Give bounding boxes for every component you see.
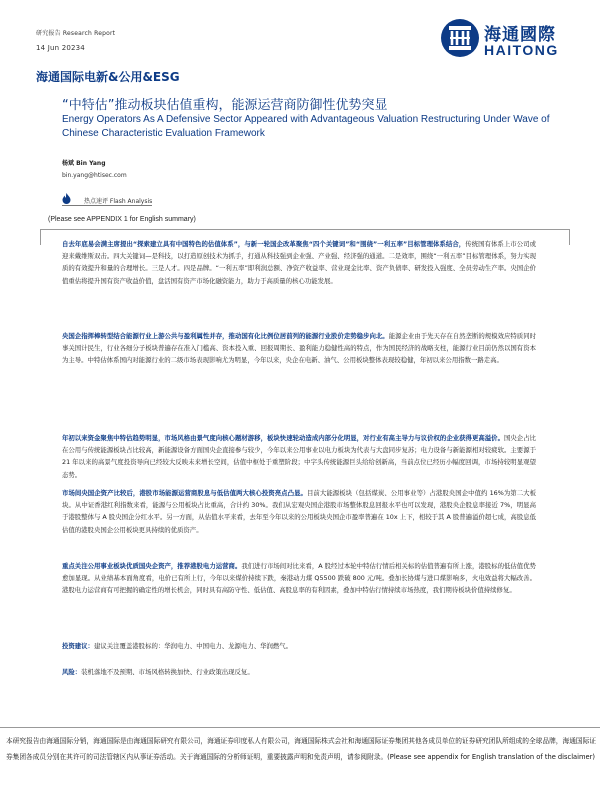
paragraph-body: 传统国有体系上市公司或迎来戴维斯双击。四大关键词—是科技，以打造原创技术为抓手，打通从科技强到企业强、产业强、经济强的通道。二是效率，围绕“一利五率”目标管理体系，努力实现质的有效提升和量的合理增长。三是人才。四是品牌。“一利五率”即利润总额、净资产收益率、营业现金比率、资产负债率、研发投入强度、全员劳动生产率。央国企价值重估将提升国有资产收益价值，盘活国有资产市场化融资能力，助力于高质量的核心功能发展。 bbox=[62, 240, 537, 285]
paragraph-5 bbox=[62, 560, 536, 597]
appendix-note: (Please see APPENDIX 1 for English summary) bbox=[48, 216, 196, 223]
paragraph-lead: 投资建议： bbox=[62, 642, 94, 650]
logo-name-cn: 海通國際 bbox=[484, 25, 556, 45]
paragraph-1 bbox=[62, 238, 536, 287]
paragraph-4 bbox=[62, 487, 536, 536]
report-type: 研究报告 Research Report bbox=[36, 30, 116, 37]
investment-advice bbox=[62, 640, 536, 652]
section-title: 海通国际电新&公用&ESG bbox=[36, 70, 180, 84]
paragraph-body: 装机落地不及预期、市场风格转换加快、行业政策出现反复。 bbox=[81, 668, 254, 676]
risk-note bbox=[62, 666, 536, 678]
report-date: 14 Jun 20234 bbox=[36, 44, 85, 52]
paragraph-body: 国央企占比在公用与传统能源板块占比较高，新能源设备方面国央企直接参与较少，今年以来公用事业以电力板块为代表与大盘同步复苏；电力设备与新能源相对较疲软。主要源于 21 年以来的高景气度投资导向已经较大反映未来增长空间，估值中枢处于重塑阶段；中字头传统能源巨头给给创新高，当前点位已经历小幅度回调，市场持较明显观望态势。 bbox=[62, 434, 536, 479]
paragraph-body: 建议关注覆盖港股标的：华润电力、中国电力、龙源电力、华润燃气。 bbox=[93, 642, 293, 650]
flash-analysis-label: 热点速评 Flash Analysis bbox=[84, 198, 153, 205]
paragraph-lead: 年初以来资金聚焦中特估趋势明显，市场风格由景气度向核心题材游移，板块快速轮动造成内部分化明显，对行业有高主导力与议价权的企业获得更高溢价。 bbox=[62, 434, 504, 442]
flame-icon bbox=[62, 193, 71, 204]
author-email[interactable]: bin.yang@htisec.com bbox=[62, 172, 127, 179]
footer-disclaimer: 本研究报告由海通国际分销，海通国际是由海通国际研究有限公司，海通证券印度私人有限公司，海通国际株式会社和海通国际证券集团其他各成员单位的证券研究团队所组成的全球品牌，海通国际证券集团各成员分别在其许可的司法管辖区内从事证券活动。关于海通国际的分析师证明，重要披露声明和免责声明，请参阅附录。(Please see appendix for English translation of the disclaimer) bbox=[6, 737, 596, 761]
paragraph-lead: 自去年底易会满主席提出“探索建立具有中国特色的估值体系”，与新一轮国企改革聚焦“四个关键词”和“围绕”一利五率”目标管理体系结合， bbox=[62, 240, 466, 248]
logo-name-en: HAITONG bbox=[484, 42, 559, 58]
haitong-logo-icon bbox=[440, 18, 480, 58]
paragraph-lead: 风险： bbox=[62, 668, 82, 676]
paragraph-body: 能源企业由于先天存在自然垄断的规模效应特质同时事关国计民生，行业各细分子板块普遍存在准入门槛高、资本投入重、回报周期长、盈利能力稳健性高的特点，作为国民经济的战略支柱，能源行业目前仍然以国有资本为主导。中特估体系国内对能源行业的二级市场表现影响尤为明显，今年以来，央企在电新、油气、公用板块整体表现较稳健，年初以来公用指数一路走高。 bbox=[62, 332, 537, 365]
haitong-logo bbox=[440, 16, 580, 62]
paragraph-3 bbox=[62, 432, 536, 481]
paragraph-body: 我们进行市场间对比来看，A 股经过本轮中特估行情后相关标的估值普遍有所上涨，港股标的低估值优势愈加显现。从业绩基本面角度看，电价已有所上行，今年以来煤价持续下跌，秦港动力煤 Q5500 跌破 800 元/吨。叠加长协煤与进口煤影响多，火电效益将大幅改善。港股电力运营商有可把握的确定性的增长机会，同时具有高防守性、低估值、高股息率的有利因素，叠加中特估行情持续市场热度，我们期待板块价值持续修复。 bbox=[62, 562, 537, 595]
report-title-cn: “中特估”推动板块估值重构，能源运营商防御性优势突显 bbox=[62, 98, 388, 113]
paragraph-lead: 重点关注公用事业板块优质国央企资产，推荐港股电力运营商。 bbox=[62, 562, 242, 570]
footer-divider bbox=[0, 727, 600, 728]
author-name: 杨斌 Bin Yang bbox=[62, 160, 106, 167]
paragraph-lead: 央国企指挥棒转型结合能源行业上游公共与盈利属性并存，推动国有化比例位居前列的能源行业股价走势稳步向北。 bbox=[62, 332, 389, 340]
paragraph-body: 目前大能源板块（包括煤炭、公用事业等）占港股央国企中值约 16%为第二大板块。从中证香港红利指数来看，能源与公用板块占比重高，合计约 30%。我们从宏观央国企港股市场整体股息回报水平也可以发现，港股央企股息率接近 7%，明显高于港股整体与 A 股央国企分红水平。另一方面，从估值水平来看，去年至今年以来的公用板块央国企市盈率普遍在 10x 上下，相较于其 A 股普遍溢价超七成，高股息低估值的港股央国企公用板块更具持续的优质资产。 bbox=[62, 489, 537, 534]
flash-underline bbox=[62, 205, 152, 206]
paragraph-lead: 市场间央国企资产比较后，港股市场能源运营商股息与低估值两大核心投资亮点凸显。 bbox=[62, 489, 307, 497]
report-title-en: Energy Operators As A Defensive Sector Appeared with Advantageous Valuation Restructuring Under Wave of Chinese Characteristic Evaluation Framework bbox=[62, 114, 550, 139]
paragraph-2 bbox=[62, 330, 536, 367]
